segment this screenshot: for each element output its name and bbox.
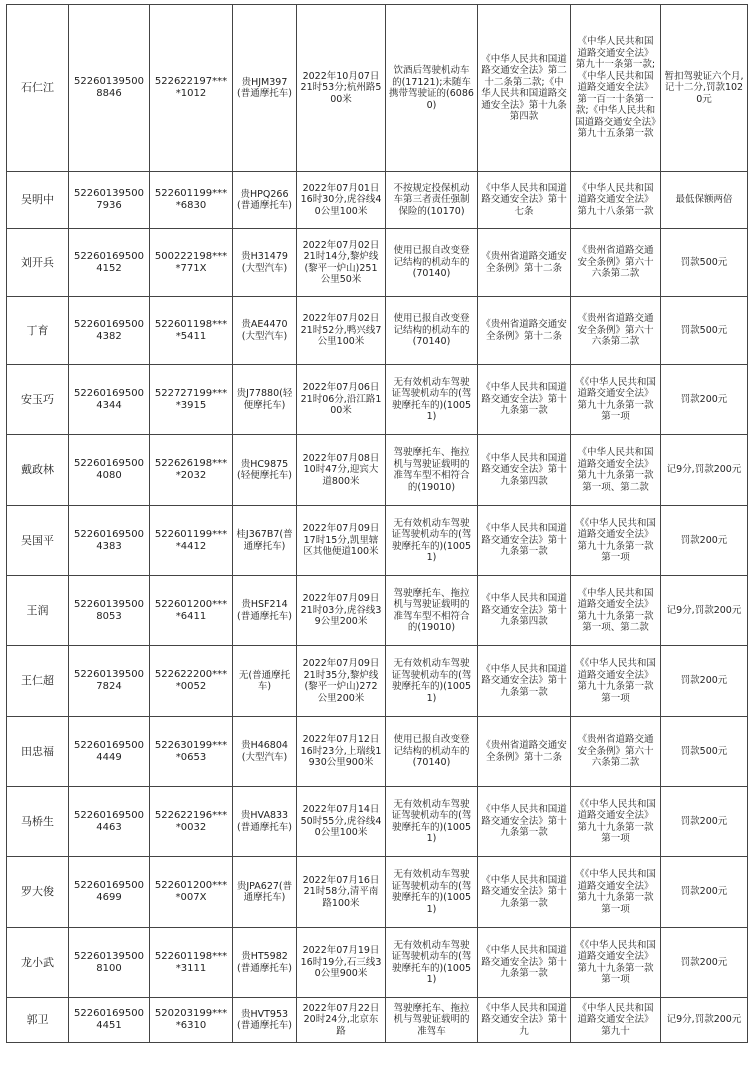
penalty-result-cell: 暂扣驾驶证六个月,记十二分,罚款1020元 [661,5,748,172]
penalty-basis-cell: 《贵州省道路交通安全条例》第六十六条第二款 [571,297,661,365]
plate-cell: 贵HJM397(普通摩托车) [233,5,297,172]
plate-cell: 贵H46804(大型汽车) [233,717,297,787]
name-cell: 丁育 [7,297,69,365]
time-location-cell: 2022年07月09日17时15分,凯里辖区其他便道100米 [297,506,386,576]
penalty-basis-cell: 《中华人民共和国道路交通安全法》第九十九条第一款第一项、第二款 [571,435,661,506]
time-location-cell: 2022年07月02日21时14分,黎炉线(黎平一炉山)251公里50米 [297,229,386,297]
table-row [7,998,748,1043]
plate-cell: 贵HVT953(普通摩托车) [233,998,297,1043]
name-cell: 吴国平 [7,506,69,576]
time-location-cell: 2022年10月07日21时53分;杭州路500米 [297,5,386,172]
penalty-basis-cell: 《中华人民共和国道路交通安全法》第九十 [571,998,661,1043]
decision-number-cell: 522601695004449 [69,717,150,787]
table-row [7,435,748,506]
penalty-result-cell: 罚款200元 [661,506,748,576]
penalty-result-cell: 罚款500元 [661,717,748,787]
penalty-result-cell: 罚款500元 [661,297,748,365]
time-location-cell: 2022年07月06日21时06分,沿江路100米 [297,365,386,435]
decision-number-cell: 522601395007824 [69,646,150,717]
penalty-basis-cell: 《贵州省道路交通安全条例》第六十六条第二款 [571,229,661,297]
violated-law-cell: 《中华人民共和国道路交通安全法》第十九 [478,998,571,1043]
violated-law-cell: 《中华人民共和国道路交通安全法》第二十二条第二款;《中华人民共和国道路交通安全法》第十九条第四款 [478,5,571,172]
table-row [7,297,748,365]
offense-cell: 无有效机动车驾驶证驾驶机动车的(驾驶摩托车的)(10051) [386,506,478,576]
penalty-basis-cell: 《中华人民共和国道路交通安全法》第九十一条第一款;《中华人民共和国道路交通安全法》第一百一十条第一款;《中华人民共和国道路交通安全法》第九十五条第一款 [571,5,661,172]
violated-law-cell: 《贵州省道路交通安全条例》第十二条 [478,297,571,365]
plate-cell: 贵HVA833(普通摩托车) [233,787,297,857]
penalty-basis-cell: 《《中华人民共和国道路交通安全法》第九十九条第一款第一项 [571,928,661,998]
decision-number-cell: 522601695004080 [69,435,150,506]
violated-law-cell: 《中华人民共和国道路交通安全法》第十九条第四款 [478,435,571,506]
offense-cell: 驾驶摩托车、拖拉机与驾驶证载明的准驾车型不相符合的(19010) [386,435,478,506]
decision-number-cell: 522601695004451 [69,998,150,1043]
time-location-cell: 2022年07月22日20时24分,北京东路 [297,998,386,1043]
name-cell: 王润 [7,576,69,646]
violated-law-cell: 《中华人民共和国道路交通安全法》第十九条第四款 [478,576,571,646]
penalty-result-cell: 罚款200元 [661,787,748,857]
penalty-basis-cell: 《《中华人民共和国道路交通安全法》第九十九条第一款第一项 [571,857,661,928]
name-cell: 戴政林 [7,435,69,506]
id-number-cell: 522630199****0653 [150,717,233,787]
decision-number-cell: 522601395007936 [69,172,150,229]
penalty-basis-cell: 《中华人民共和国道路交通安全法》第九十八条第一款 [571,172,661,229]
plate-cell: 贵HC9875(轻便摩托车) [233,435,297,506]
table-row [7,229,748,297]
offense-cell: 无有效机动车驾驶证驾驶机动车的(驾驶摩托车的)(10051) [386,646,478,717]
plate-cell: 贵J77880(轻便摩托车) [233,365,297,435]
id-number-cell: 522601198****5411 [150,297,233,365]
name-cell: 郭卫 [7,998,69,1043]
penalty-result-cell: 罚款500元 [661,229,748,297]
decision-number-cell: 522601695004699 [69,857,150,928]
offense-cell: 使用已报自改变登记结构的机动车的(70140) [386,717,478,787]
plate-cell: 无(普通摩托车) [233,646,297,717]
decision-number-cell: 522601395008100 [69,928,150,998]
penalty-result-cell: 最低保额两倍 [661,172,748,229]
offense-cell: 无有效机动车驾驶证驾驶机动车的(驾驶摩托车的)(10051) [386,928,478,998]
time-location-cell: 2022年07月02日21时52分,鸭兴线7公里100米 [297,297,386,365]
name-cell: 安玉巧 [7,365,69,435]
time-location-cell: 2022年07月08日10时47分,迎宾大道800米 [297,435,386,506]
plate-cell: 贵AE4470(大型汽车) [233,297,297,365]
time-location-cell: 2022年07月09日21时35分,黎炉线(黎平一炉山)272公里200米 [297,646,386,717]
id-number-cell: 522622197****1012 [150,5,233,172]
table-row [7,787,748,857]
name-cell: 马桥生 [7,787,69,857]
table-row [7,857,748,928]
time-location-cell: 2022年07月09日21时03分,虎谷线39公里200米 [297,576,386,646]
table-row [7,365,748,435]
plate-cell: 贵JPA627(普通摩托车) [233,857,297,928]
id-number-cell: 500222198****771X [150,229,233,297]
penalty-basis-cell: 《《中华人民共和国道路交通安全法》第九十九条第一款第一项 [571,506,661,576]
violated-law-cell: 《中华人民共和国道路交通安全法》第十九条第一款 [478,928,571,998]
penalty-basis-cell: 《贵州省道路交通安全条例》第六十六条第二款 [571,717,661,787]
violated-law-cell: 《中华人民共和国道路交通安全法》第十九条第一款 [478,857,571,928]
id-number-cell: 522626198****2032 [150,435,233,506]
offense-cell: 使用已报自改变登记结构的机动车的(70140) [386,229,478,297]
offense-cell: 驾驶摩托车、拖拉机与驾驶证载明的准驾车 [386,998,478,1043]
plate-cell: 贵H31479(大型汽车) [233,229,297,297]
violated-law-cell: 《贵州省道路交通安全条例》第十二条 [478,229,571,297]
penalty-result-cell: 记9分,罚款200元 [661,998,748,1043]
id-number-cell: 522601200****007X [150,857,233,928]
penalty-result-cell: 罚款200元 [661,928,748,998]
decision-number-cell: 522601395008846 [69,5,150,172]
violated-law-cell: 《中华人民共和国道路交通安全法》第十七条 [478,172,571,229]
decision-number-cell: 522601695004382 [69,297,150,365]
offense-cell: 不按规定投保机动车第三者责任强制保险的(10170) [386,172,478,229]
plate-cell: 贵HPQ266(普通摩托车) [233,172,297,229]
penalty-basis-cell: 《《中华人民共和国道路交通安全法》第九十九条第一款第一项 [571,787,661,857]
id-number-cell: 522601198****3111 [150,928,233,998]
violated-law-cell: 《中华人民共和国道路交通安全法》第十九条第一款 [478,787,571,857]
offense-cell: 饮酒后驾驶机动车的(17121);未随车携带驾驶证的(60860) [386,5,478,172]
violated-law-cell: 《中华人民共和国道路交通安全法》第十九条第一款 [478,646,571,717]
id-number-cell: 522601200****6411 [150,576,233,646]
violated-law-cell: 《贵州省道路交通安全条例》第十二条 [478,717,571,787]
plate-cell: 贵HSF214(普通摩托车) [233,576,297,646]
decision-number-cell: 522601695004383 [69,506,150,576]
penalty-result-cell: 罚款200元 [661,646,748,717]
table-row [7,717,748,787]
name-cell: 石仁江 [7,5,69,172]
penalty-basis-cell: 《《中华人民共和国道路交通安全法》第九十九条第一款第一项 [571,365,661,435]
name-cell: 罗大俊 [7,857,69,928]
name-cell: 龙小武 [7,928,69,998]
name-cell: 田忠福 [7,717,69,787]
penalty-result-cell: 罚款200元 [661,857,748,928]
id-number-cell: 522727199****3915 [150,365,233,435]
time-location-cell: 2022年07月16日21时58分,清平南路100米 [297,857,386,928]
id-number-cell: 520203199****6310 [150,998,233,1043]
penalty-table [6,4,748,1043]
id-number-cell: 522622196****0032 [150,787,233,857]
time-location-cell: 2022年07月12日16时23分,上瑞线1930公里900米 [297,717,386,787]
offense-cell: 使用已报自改变登记结构的机动车的(70140) [386,297,478,365]
id-number-cell: 522601199****6830 [150,172,233,229]
name-cell: 刘开兵 [7,229,69,297]
id-number-cell: 522622200****0052 [150,646,233,717]
id-number-cell: 522601199****4412 [150,506,233,576]
penalty-result-cell: 记9分,罚款200元 [661,576,748,646]
time-location-cell: 2022年07月19日16时19分,石三线30公里900米 [297,928,386,998]
table-row [7,506,748,576]
decision-number-cell: 522601695004152 [69,229,150,297]
time-location-cell: 2022年07月14日50时55分,虎谷线40公里100米 [297,787,386,857]
table-row [7,646,748,717]
penalty-result-cell: 罚款200元 [661,365,748,435]
penalty-basis-cell: 《中华人民共和国道路交通安全法》第九十九条第一款第一项、第二款 [571,576,661,646]
decision-number-cell: 522601695004344 [69,365,150,435]
decision-number-cell: 522601695004463 [69,787,150,857]
plate-cell: 桂J367B7(普通摩托车) [233,506,297,576]
offense-cell: 驾驶摩托车、拖拉机与驾驶证载明的准驾车型不相符合的(19010) [386,576,478,646]
penalty-basis-cell: 《《中华人民共和国道路交通安全法》第九十九条第一款第一项 [571,646,661,717]
name-cell: 吴明中 [7,172,69,229]
table-row [7,5,748,172]
penalty-result-cell: 记9分,罚款200元 [661,435,748,506]
offense-cell: 无有效机动车驾驶证驾驶机动车的(驾驶摩托车的)(10051) [386,787,478,857]
decision-number-cell: 522601395008053 [69,576,150,646]
table-row [7,576,748,646]
table-row [7,928,748,998]
table-row [7,172,748,229]
plate-cell: 贵HT5982(普通摩托车) [233,928,297,998]
violated-law-cell: 《中华人民共和国道路交通安全法》第十九条第一款 [478,506,571,576]
violated-law-cell: 《中华人民共和国道路交通安全法》第十九条第一款 [478,365,571,435]
offense-cell: 无有效机动车驾驶证驾驶机动车的(驾驶摩托车的)(10051) [386,365,478,435]
name-cell: 王仁超 [7,646,69,717]
time-location-cell: 2022年07月01日16时30分,虎谷线40公里100米 [297,172,386,229]
offense-cell: 无有效机动车驾驶证驾驶机动车的(驾驶摩托车的)(10051) [386,857,478,928]
